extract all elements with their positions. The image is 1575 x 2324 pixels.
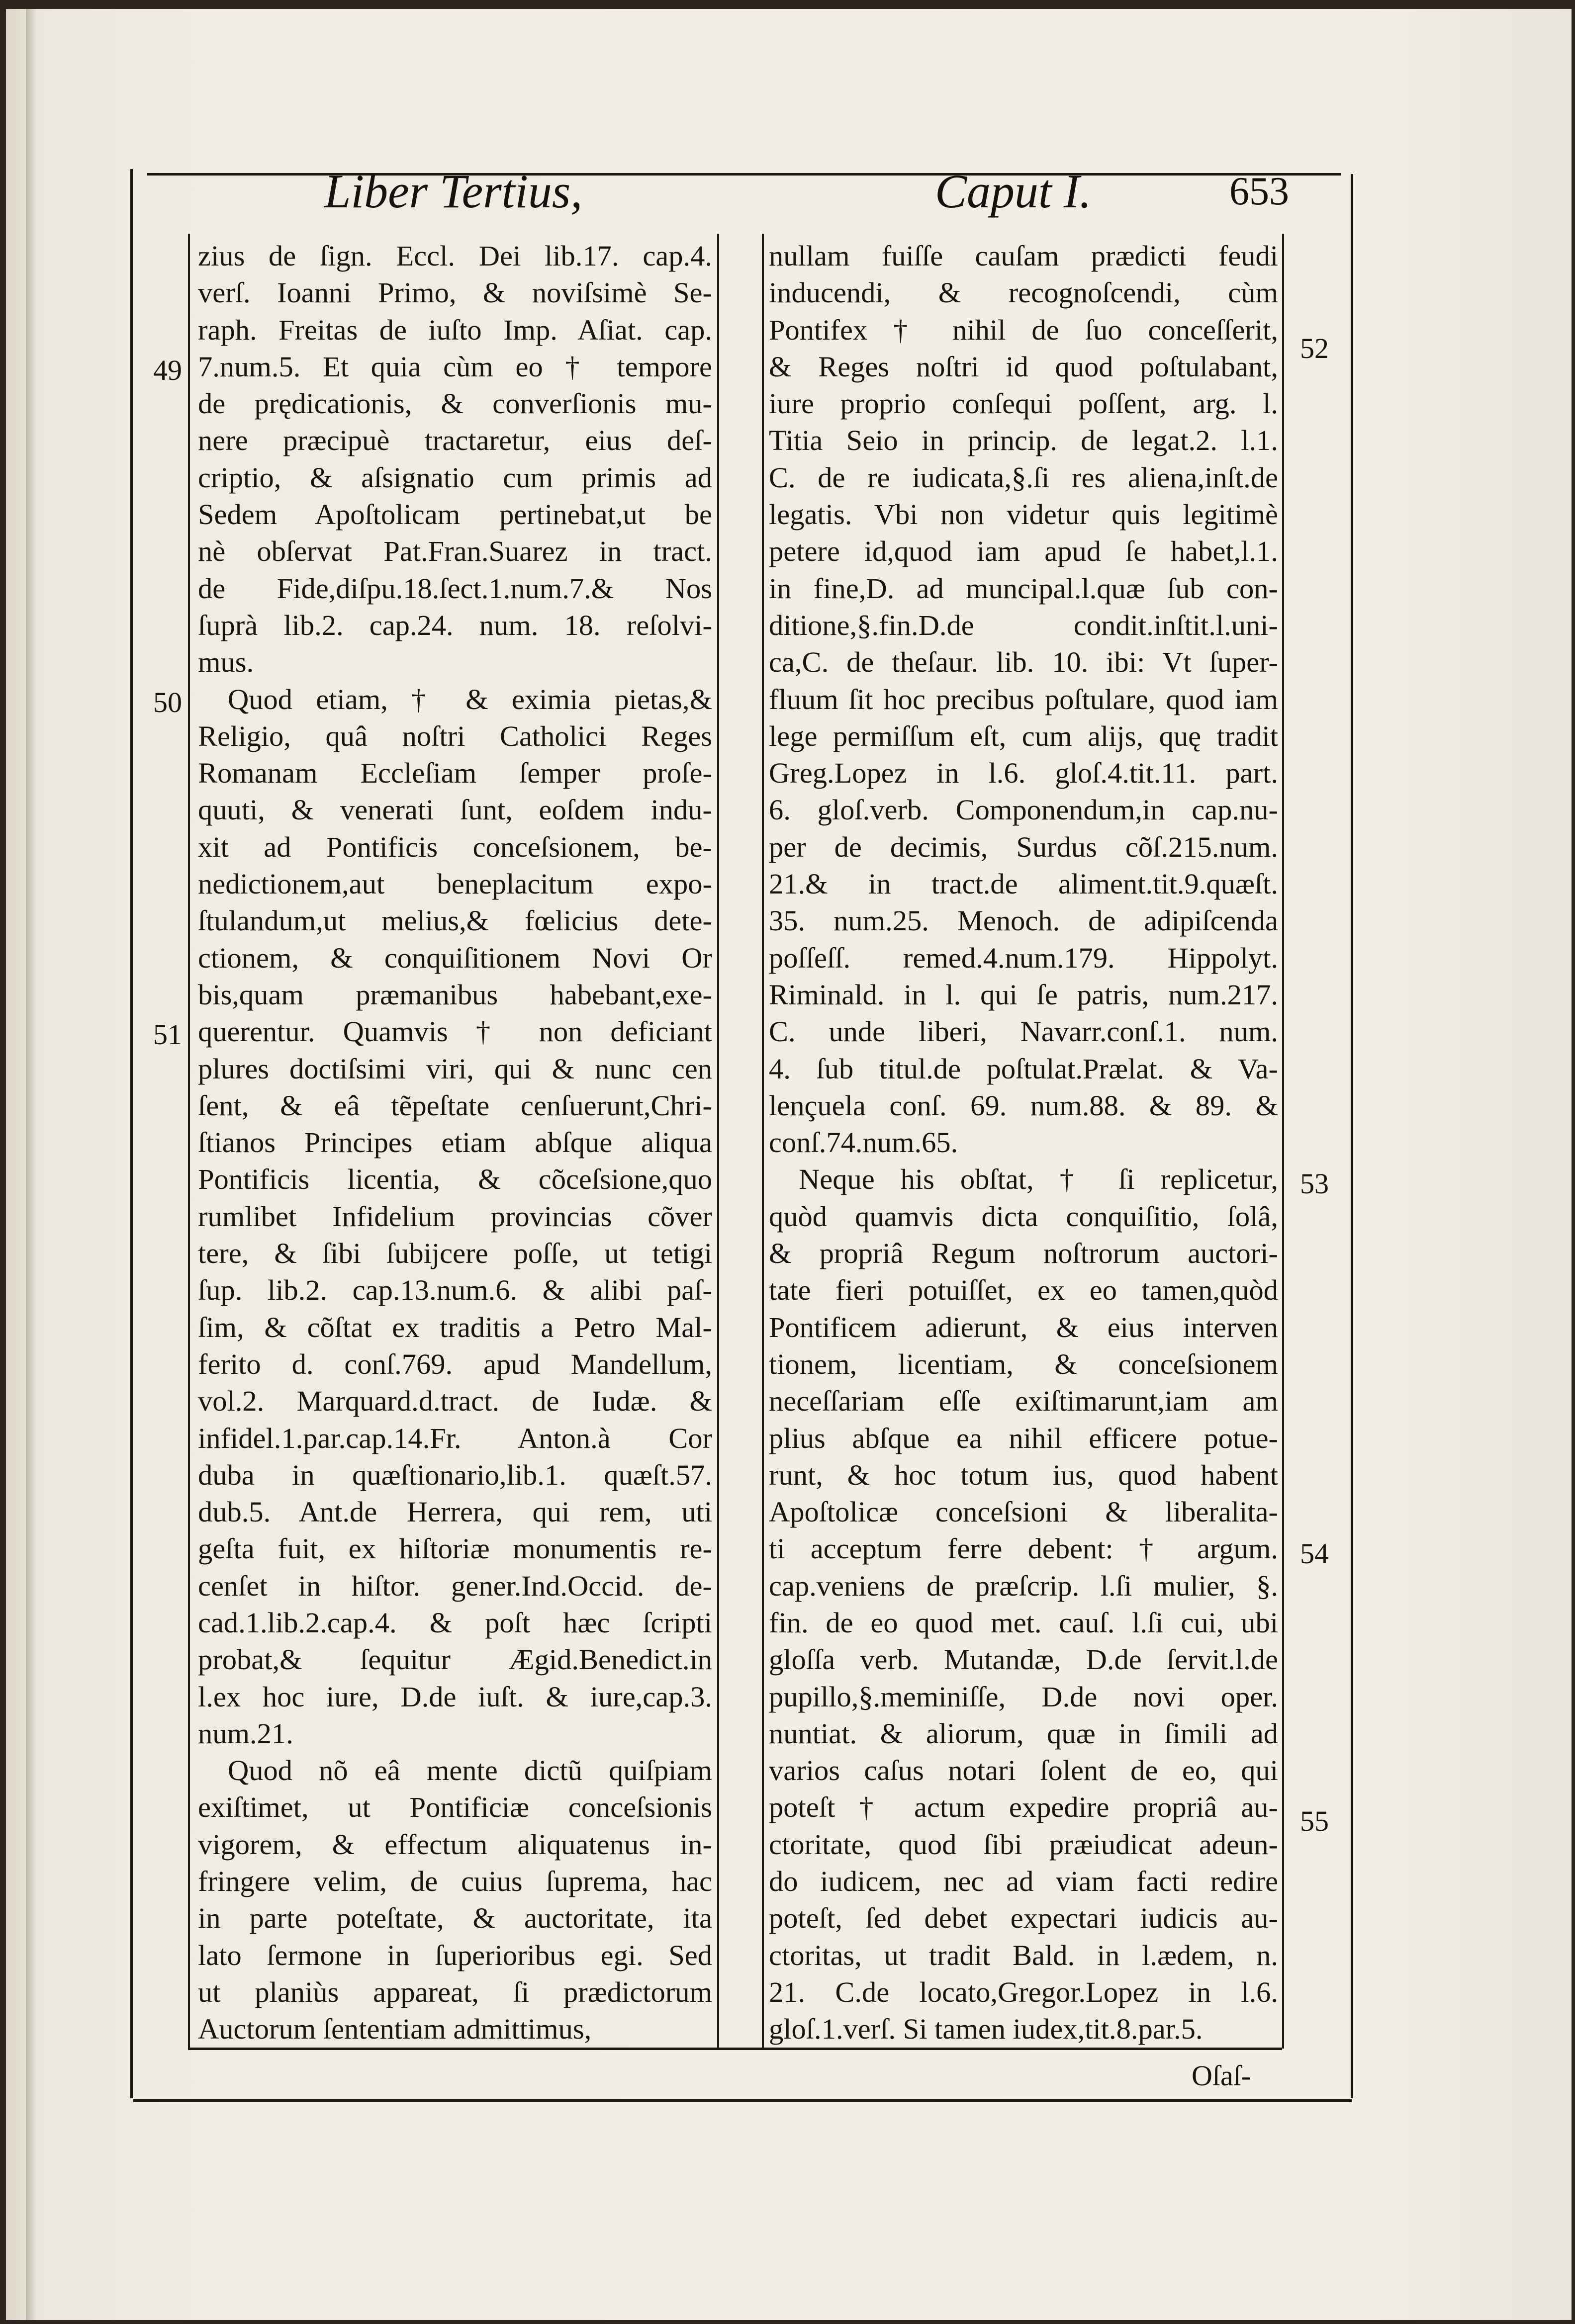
text-line: fin. de eo quod met. cauſ. l.ſi cui, ubi	[769, 1606, 1278, 1639]
text-line: ca,C. de theſaur. lib. 10. ibi: Vt ſuper-	[769, 646, 1278, 679]
text-line: conſ.74.num.65.	[769, 1126, 958, 1159]
right-text-column	[769, 238, 1278, 2048]
text-line: in parte poteſtate, & auctoritate, ita	[198, 1902, 712, 1935]
text-line: ditione,§.fin.D.de condit.inſtit.l.uni-	[769, 609, 1278, 641]
footer-rule	[133, 2099, 1352, 2102]
text-line: inducendi, & recognoſcendi, cùm	[769, 276, 1278, 309]
text-line: tere, & ſibi ſubijcere poſſe, ut tetigi	[198, 1237, 712, 1270]
text-line: geſta fuit, ex hiſtoriæ monumentis re-	[198, 1532, 712, 1565]
text-line: duba in quæſtionario,lib.1. quæſt.57.	[198, 1458, 712, 1491]
text-line: nedictionem,aut beneplacitum expo-	[198, 868, 712, 900]
text-line: ctoritas, ut tradit Bald. in l.ædem, n.	[769, 1939, 1278, 1971]
text-line: num.21.	[198, 1717, 293, 1750]
text-line: ſtianos Principes etiam abſque aliqua	[198, 1126, 712, 1159]
text-line: 21. C.de locato,Gregor.Lopez in l.6.	[769, 1975, 1278, 2008]
text-line: ſuprà lib.2. cap.24. num. 18. reſolvi-	[198, 609, 712, 641]
text-line: querentur. Quamvis † non deficiant	[198, 1015, 712, 1048]
right-column-rule-right	[1282, 234, 1284, 2049]
text-line: infidel.1.par.cap.14.Fr. Anton.à Cor	[198, 1422, 712, 1454]
text-line: dub.5. Ant.de Herrera, qui rem, uti	[198, 1496, 712, 1528]
text-line: varios caſus notari ſolent de eo, qui	[769, 1754, 1278, 1787]
text-line: & Reges noſtri id quod poſtulabant,	[769, 350, 1278, 383]
text-line: bis,quam præmanibus habebant,exe-	[198, 978, 712, 1011]
text-line: Neque his obſtat, † ſi replicetur,	[799, 1163, 1278, 1196]
text-line: Titia Seio in princip. de legat.2. l.1.	[769, 424, 1278, 457]
margin-number-left: 51	[153, 1018, 182, 1051]
text-line: Pontificis licentia, & cõceſsione,quo	[198, 1163, 712, 1196]
right-column-rule-left	[762, 234, 764, 2049]
text-line: ferito d. conſ.769. apud Mandellum,	[198, 1347, 712, 1380]
text-line: poſſeſſ. remed.4.num.179. Hippolyt.	[769, 941, 1278, 974]
text-line: ſim, & cõſtat ex traditis a Petro Mal-	[198, 1311, 712, 1343]
text-line: per de decimis, Surdus cõſ.215.num.	[769, 830, 1278, 863]
text-line: verſ. Ioanni Primo, & noviſsimè Se-	[198, 276, 712, 309]
text-line: Riminald. in l. qui ſe patris, num.217.	[769, 978, 1278, 1011]
text-line: nere præcipuè tractaretur, eius deſ-	[198, 424, 712, 457]
margin-number-right: 54	[1300, 1537, 1329, 1570]
text-line: cenſet in hiſtor. gener.Ind.Occid. de-	[198, 1569, 712, 1602]
text-line: legatis. Vbi non videtur quis legitimè	[769, 498, 1278, 531]
left-column-rule-right	[717, 234, 719, 2049]
margin-number-left: 50	[153, 686, 182, 718]
text-line: plures doctiſsimi viri, qui & nunc cen	[198, 1052, 712, 1085]
text-line: 6. gloſ.verb. Componendum,in cap.nu-	[769, 794, 1278, 826]
text-line: mus.	[198, 646, 254, 679]
text-line: tate fieri potuiſſet, ex eo tamen,quòd	[769, 1274, 1278, 1307]
left-column-rule-left	[188, 234, 190, 2049]
text-line: poteſt † actum expedire propriâ au-	[769, 1791, 1278, 1824]
running-head-center: Caput I.	[935, 165, 1092, 218]
text-line: iure proprio conſequi poſſent, arg. l.	[769, 387, 1278, 420]
text-line: Romanam Eccleſiam ſemper proſe-	[198, 757, 712, 790]
text-line: l.ex hoc iure, D.de iuſt. & iure,cap.3.	[198, 1680, 712, 1713]
text-line: vol.2. Marquard.d.tract. de Iudæ. &	[198, 1385, 712, 1418]
text-line: Quod etiam, † & eximia pietas,&	[228, 683, 712, 715]
text-line: 7.num.5. Et quia cùm eo † tempore	[198, 350, 712, 383]
text-line: plius abſque ea nihil efficere potue-	[769, 1422, 1278, 1454]
margin-number-left: 49	[153, 354, 182, 386]
text-line: de Fide,diſpu.18.ſect.1.num.7.& Nos	[198, 572, 712, 605]
text-line: Pontificem adierunt, & eius interven	[769, 1311, 1278, 1343]
text-line: neceſſariam eſſe exiſtimarunt,iam am	[769, 1385, 1278, 1418]
text-line: 21.& in tract.de aliment.tit.9.quæſt.	[769, 868, 1278, 900]
outer-frame-right	[1351, 174, 1353, 2098]
running-head-left: Liber Tertius,	[324, 165, 583, 218]
text-line: & propriâ Regum noſtrorum auctori-	[769, 1237, 1278, 1270]
text-line: Quod nõ eâ mente dictũ quiſpiam	[228, 1754, 712, 1787]
text-line: ut planiùs appareat, ſi prædictorum	[198, 1975, 712, 2008]
text-line: Pontifex † nihil de ſuo conceſſerit,	[769, 313, 1278, 346]
margin-number-right: 52	[1300, 332, 1329, 364]
text-line: pupillo,§.meminiſſe, D.de novi oper.	[769, 1680, 1278, 1713]
text-line: nuntiat. & aliorum, quæ in ſimili ad	[769, 1717, 1278, 1750]
text-line: nè obſervat Pat.Fran.Suarez in tract.	[198, 535, 712, 568]
text-line: Auctorum ſententiam admittimus,	[198, 2013, 592, 2046]
text-line: ti acceptum ferre debent: † argum.	[769, 1532, 1278, 1565]
text-line: lato ſermone in ſuperioribus egi. Sed	[198, 1939, 712, 1971]
gutter-shadow	[26, 9, 37, 2320]
text-line: xit ad Pontificis conceſsionem, be-	[198, 830, 712, 863]
text-line: probat,& ſequitur Ægid.Benedict.in	[198, 1643, 712, 1676]
text-line: quuti, & venerati ſunt, eoſdem indu-	[198, 794, 712, 826]
text-line: ſup. lib.2. cap.13.num.6. & alibi paſ-	[198, 1274, 712, 1307]
margin-number-right: 53	[1300, 1167, 1329, 1200]
text-line: zius de ſign. Eccl. Dei lib.17. cap.4.	[198, 240, 712, 272]
text-line: 4. ſub titul.de poſtulat.Prælat. & Va-	[769, 1052, 1278, 1085]
text-line: gloſ.1.verſ. Si tamen iudex,tit.8.par.5.	[769, 2013, 1203, 2046]
text-line: fluum ſit hoc precibus poſtulare, quod iam	[769, 683, 1278, 715]
text-line: 35. num.25. Menoch. de adipiſcenda	[769, 904, 1278, 937]
text-line: nullam fuiſſe cauſam prædicti feudi	[769, 240, 1278, 272]
text-line: cad.1.lib.2.cap.4. & poſt hæc ſcripti	[198, 1606, 712, 1639]
text-line: Greg.Lopez in l.6. gloſ.4.tit.11. part.	[769, 757, 1278, 790]
outer-frame-left	[130, 169, 133, 2098]
text-line: fringere velim, de cuius ſuprema, hac	[198, 1865, 712, 1898]
text-line: in fine,D. ad muncipal.l.quæ ſub con-	[769, 572, 1278, 605]
text-line: cap.veniens de præſcrip. l.ſi mulier, §.	[769, 1569, 1278, 1602]
text-line: runt, & hoc totum ius, quod habent	[769, 1458, 1278, 1491]
text-line: de prędicationis, & converſionis mu-	[198, 387, 712, 420]
text-line: Apoſtolicæ conceſsioni & liberalita-	[769, 1496, 1278, 1528]
text-line: C. de re iudicata,§.ſi res aliena,inſt.de	[769, 461, 1278, 494]
page-number: 653	[1229, 170, 1289, 213]
text-line: Sedem Apoſtolicam pertinebat,ut be	[198, 498, 712, 531]
text-line: tionem, licentiam, & conceſsionem	[769, 1347, 1278, 1380]
text-line: vigorem, & effectum aliquatenus in-	[198, 1828, 712, 1861]
text-line: C. unde liberi, Navarr.conſ.1. num.	[769, 1015, 1278, 1048]
text-line: raph. Freitas de iuſto Imp. Aſiat. cap.	[198, 313, 712, 346]
margin-number-right: 55	[1300, 1805, 1329, 1837]
text-line: petere id,quod iam apud ſe habet,l.1.	[769, 535, 1278, 568]
text-line: quòd quamvis dicta conquiſitio, ſolâ,	[769, 1200, 1278, 1233]
text-line: ſent, & eâ tẽpeſtate cenſuerunt,Chri-	[198, 1089, 712, 1122]
text-line: exiſtimet, ut Pontificiæ conceſsionis	[198, 1791, 712, 1824]
left-text-column	[198, 238, 712, 2048]
text-line: criptio, & aſsignatio cum primis ad	[198, 461, 712, 494]
text-line: ſtulandum,ut melius,& fœlicius dete-	[198, 904, 712, 937]
text-line: do iudicem, nec ad viam facti redire	[769, 1865, 1278, 1898]
text-line: lençuela conſ. 69. num.88. & 89. &	[769, 1089, 1278, 1122]
text-line: gloſſa verb. Mutandæ, D.de ſervit.l.de	[769, 1643, 1278, 1676]
text-line: poteſt, ſed debet expectari iudicis au-	[769, 1902, 1278, 1935]
text-line: Religio, quâ noſtri Catholici Reges	[198, 719, 712, 752]
text-line: ctoritate, quod ſibi præiudicat adeun-	[769, 1828, 1278, 1861]
column-frame-bottom	[188, 2048, 1282, 2050]
text-line: ctionem, & conquiſitionem Novi Or	[198, 941, 712, 974]
text-line: lege permiſſum eſt, cum alijs, quę tradit	[769, 719, 1278, 752]
catchword: Oſaſ-	[1192, 2059, 1251, 2092]
text-line: rumlibet Infidelium provincias cõver	[198, 1200, 712, 1233]
